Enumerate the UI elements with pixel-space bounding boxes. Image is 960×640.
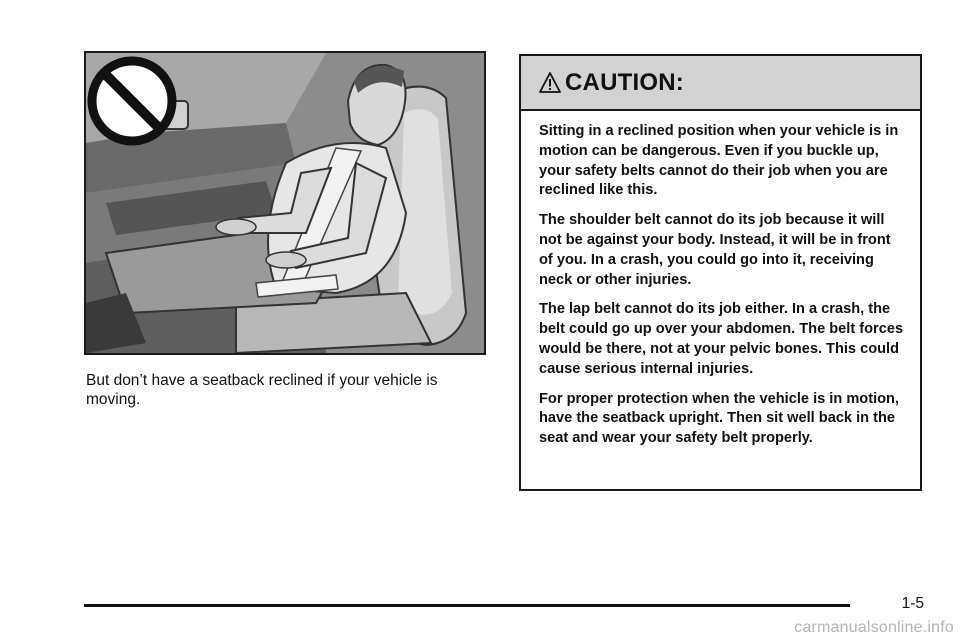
figure-caption: But don’t have a seatback reclined if your vehicle is moving.: [86, 372, 438, 408]
watermark: carmanualsonline.info: [794, 619, 954, 636]
caution-paragraph: Sitting in a reclined position when your vehicle is in motion can be dangerous. Even if you buckle up, your safety belts cannot do their job when you are reclined like this.: [539, 123, 899, 199]
reclined-seat-illustration: [84, 51, 486, 355]
caution-paragraph: The shoulder belt cannot do its job because it will not be against your body. Instead, it will be in front of you. In a crash, you could go into it, receiving neck or other injuries.: [539, 212, 891, 288]
page-number: 1-5: [901, 595, 924, 612]
warning-triangle-icon: [539, 71, 561, 95]
caution-header: [521, 56, 920, 111]
caution-body: [521, 111, 920, 449]
caution-paragraph: For proper protection when the vehicle is in motion, have the seatback upright. Then sit well back in the seat and wear your safety belt properly.: [539, 390, 900, 447]
caution-paragraph: The lap belt cannot do its job either. In a crash, the belt could go up over your abdomen. The belt forces would be there, not at your pelvic bones. This could cause serious internal injuries.: [539, 301, 904, 377]
caution-title: CAUTION:: [565, 68, 684, 96]
caution-box: [519, 54, 922, 491]
no-symbol-icon: [92, 61, 172, 141]
illustration-drawing: [86, 53, 484, 353]
footer-rule: [84, 604, 850, 607]
